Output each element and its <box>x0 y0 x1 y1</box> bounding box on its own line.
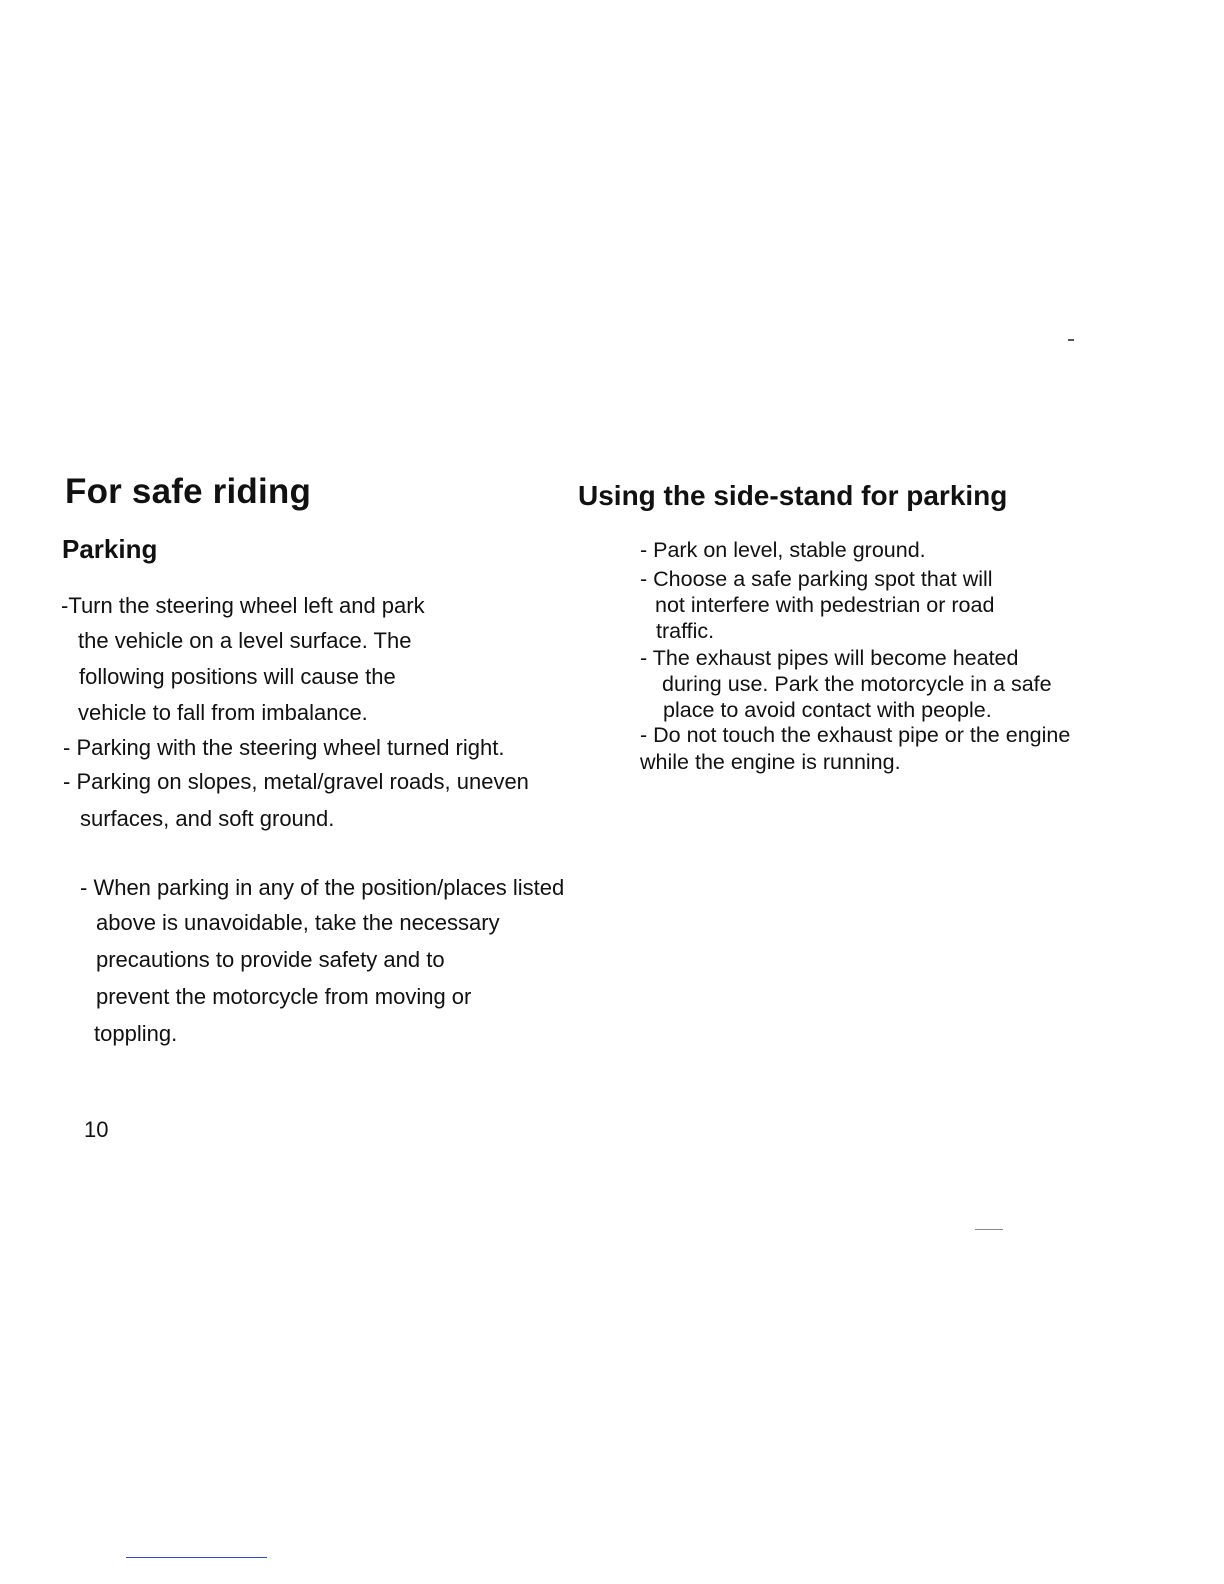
parking-note-line: precautions to provide safety and to <box>96 947 445 972</box>
parking-bullet: - Parking on slopes, metal/gravel roads, uneven <box>63 769 529 794</box>
scan-mark <box>975 1229 1003 1230</box>
section-heading-side-stand: Using the side-stand for parking <box>578 480 1008 511</box>
scan-mark <box>1068 339 1074 341</box>
side-stand-text-line: during use. Park the motorcycle in a safe <box>662 672 1052 696</box>
page-title: For safe riding <box>65 472 312 511</box>
parking-bullet: - Parking with the steering wheel turned right. <box>63 735 505 760</box>
side-stand-bullet: - Do not touch the exhaust pipe or the engine <box>640 723 1071 747</box>
parking-note-line: - When parking in any of the position/places listed <box>80 875 565 900</box>
parking-note-line: prevent the motorcycle from moving or <box>96 984 472 1009</box>
side-stand-text-line: traffic. <box>656 619 715 643</box>
parking-text-line: -Turn the steering wheel left and park <box>61 593 425 618</box>
parking-text-line: following positions will cause the <box>79 664 396 689</box>
side-stand-text-line: while the engine is running. <box>640 750 901 774</box>
section-heading-parking: Parking <box>62 534 158 564</box>
side-stand-bullet: - Park on level, stable ground. <box>640 538 926 562</box>
side-stand-text-line: not interfere with pedestrian or road <box>655 593 995 617</box>
side-stand-bullet: - The exhaust pipes will become heated <box>640 646 1019 670</box>
parking-note-line: above is unavoidable, take the necessary <box>96 910 500 935</box>
parking-text-line: surfaces, and soft ground. <box>80 806 335 831</box>
footer-rule <box>126 1557 267 1558</box>
parking-text-line: the vehicle on a level surface. The <box>78 628 412 653</box>
parking-text-line: vehicle to fall from imbalance. <box>78 700 368 725</box>
side-stand-bullet: - Choose a safe parking spot that will <box>640 567 993 591</box>
side-stand-text-line: place to avoid contact with people. <box>663 698 992 722</box>
page-number: 10 <box>84 1117 109 1142</box>
parking-note-line: toppling. <box>94 1021 178 1046</box>
